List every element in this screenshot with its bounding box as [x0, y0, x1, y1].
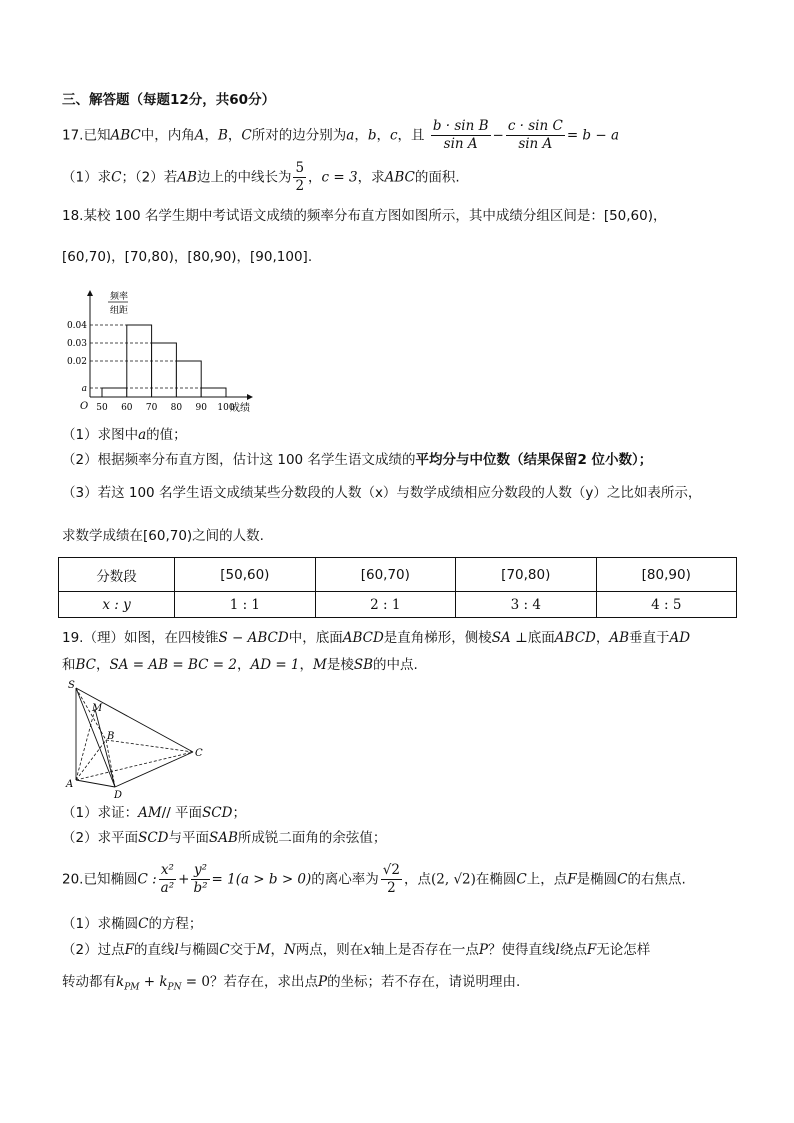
frequency-histogram	[62, 287, 262, 415]
q20-y-fraction: $\frac{\text{y²}}{\text{b²}}$	[193, 862, 208, 896]
x-tick-label: 80	[170, 403, 183, 413]
q18-part2: （2）根据频率分布直方图，估计这 100 名学生语文成绩的平均分与中位数（结果保留2 位小数）；	[62, 452, 653, 468]
y-tick-label: 0.04	[66, 321, 87, 331]
x-tick-label: 60	[121, 403, 133, 413]
q19-part1: （1）求证：AM// 平面SCD；	[62, 805, 246, 821]
y-axis-label-top: 频率	[110, 292, 129, 302]
table-cell: [70,80)	[456, 558, 596, 592]
q19-line1: 19.（理）如图，在四棱锥S − ABCD中，底面ABCD是直角梯形，侧棱SA ⊥底面ABCD，AB垂直于AD	[62, 630, 691, 646]
table-header-row	[59, 558, 737, 592]
y-axis-label-bottom: 组距	[110, 306, 129, 316]
table-row	[59, 592, 737, 618]
q17-median-fraction: $\frac{5}{2}$	[295, 160, 305, 194]
x-tick-label: 50	[96, 403, 108, 413]
y-tick-label: 0.03	[66, 339, 87, 349]
q20-x-fraction: $\frac{\text{x²}}{\text{a²}}$	[160, 862, 175, 896]
q19-line2: 和BC，SA = AB = BC = 2，AD = 1，M是棱SB的中点.	[62, 657, 418, 673]
q19-part2: （2）求平面SCD与平面SAB所成锐二面角的余弦值；	[62, 830, 387, 846]
histogram-bar	[176, 361, 201, 397]
y-tick-label: a	[81, 384, 87, 394]
table-cell: [60,70)	[315, 558, 455, 592]
histogram-bar	[201, 388, 226, 397]
point-label-d: D	[114, 790, 123, 800]
q20-part1: （1）求椭圆C的方程；	[62, 916, 203, 932]
q17-fraction-1: $\frac{\text{b · sin B}}{\text{sin A}}$	[432, 118, 489, 152]
section-header: 三、解答题（每题12分，共60分）	[62, 92, 276, 108]
point-label-a: A	[66, 779, 74, 790]
histogram-bar	[152, 343, 177, 397]
x-axis-label: 成绩	[230, 403, 250, 414]
table-cell: 3 : 4	[456, 592, 596, 618]
point-label-b: B	[107, 731, 115, 742]
x-tick-label: 70	[145, 403, 158, 413]
q20-part2-cont: 转动都有$k_{PM} + k_{PN} = 0$？若存在，求出点P的坐标；若不存在，请说明理由.	[62, 974, 521, 993]
table-cell: [80,90)	[596, 558, 737, 592]
table-cell: 分数段	[59, 558, 175, 592]
x-tick-label: 100	[217, 403, 235, 413]
q18-part3: （3）若这 100 名学生语文成绩某些分数段的人数（x）与数学成绩相应分数段的人数（y）之比如表所示，	[62, 485, 702, 501]
table-cell: 4 : 5	[596, 592, 737, 618]
q18-line2: [60,70)，[70,80)，[80,90)，[90,100].	[62, 249, 313, 265]
table-cell: [50,60)	[175, 558, 315, 592]
q17-fraction-2: $\frac{\text{c · sin C}}{\text{sin A}}$	[507, 118, 563, 152]
point-label-c: C	[195, 748, 203, 759]
point-label-s: S	[68, 680, 75, 691]
origin-label: O	[80, 401, 89, 412]
q20-part2: （2）过点F的直线l与椭圆C交于M，N两点，则在x轴上是否存在一点P？使得直线l绕点F无论怎样	[62, 942, 651, 958]
table-cell: 2 : 1	[315, 592, 455, 618]
y-tick-label: 0.02	[66, 357, 87, 367]
q17-line2: （1）求C；（2）若AB边上的中线长为 $\frac{5}{2}$ ，c = 3，求ABC的面积.	[62, 160, 460, 194]
q17-line1: 17.已知ABC中，内角A，B，C所对的边分别为a，b，c，且 $\frac{\text{b · sin B}}{\text{sin A}}$ − $\frac{\text{c · sin C}}{\text{sin A}}$ = b − a	[62, 118, 619, 152]
pyramid-figure	[62, 680, 212, 800]
x-tick-label: 90	[195, 403, 207, 413]
q20-line1: 20.已知椭圆C : $\frac{\text{x²}}{\text{a²}}$ + $\frac{\text{y²}}{\text{b²}}$ = 1(a > b > 0)的离心率为 $\frac{√2}{2}$ ，点(2, √2)在椭圆C上，点F是椭圆C的右焦点.	[62, 862, 686, 896]
histogram-bar	[102, 388, 127, 397]
q18-line1: 18.某校 100 名学生期中考试语文成绩的频率分布直方图如图所示，其中成绩分组区间是：[50,60)，	[62, 208, 667, 224]
q18-part3-cont: 求数学成绩在[60,70)之间的人数.	[62, 528, 264, 544]
q18-part1: （1）求图中a的值；	[62, 427, 187, 443]
point-label-m: M	[92, 703, 103, 714]
ratio-table	[58, 557, 737, 618]
q20-eccentricity-fraction: $\frac{√2}{2}$	[382, 862, 400, 896]
table-cell: x : y	[59, 592, 175, 618]
table-cell: 1 : 1	[175, 592, 315, 618]
